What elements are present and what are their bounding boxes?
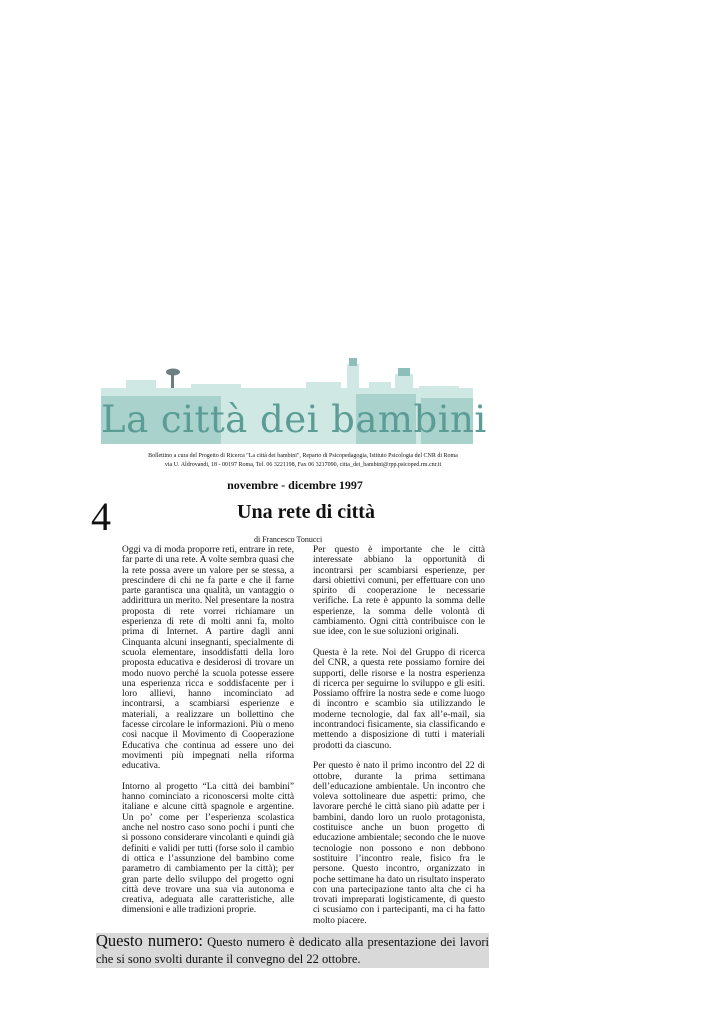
summary-text: Questo numero è dedicato alla presentazione dei lavori che si sono svolti durante il convegno del 22 ottobre. [96, 935, 490, 966]
article-column-left [122, 545, 294, 926]
masthead-title: La città dei bambini [101, 398, 487, 441]
credits-line: Bollettino a cura del Progetto di Ricerca "La città dei bambini", Reparto di Psicopedagogia, Istituto Psicologia del CNR di Roma [148, 453, 458, 459]
article-byline: di Francesco Tonucci [254, 535, 323, 544]
issue-summary-box [96, 933, 489, 968]
publisher-credits [128, 452, 478, 469]
issue-date: novembre - dicembre 1997 [227, 478, 363, 492]
article-title: Una rete di città [237, 501, 375, 523]
article-column-right [313, 545, 485, 936]
issue-number: 4 [91, 494, 111, 539]
article-paragraph: Per questo è nato il primo incontro del 22 di ottobre, durante la prima settimana dell’educazione ambientale. Un incontro che voleva sottolineare due aspetti: primo, che lavorare perché le città siano più adatte per i bambini, dando loro un ruolo protagonista, costituisce anche un buon progetto di educazione ambientale; secondo che le nuove tecnologie non possono e non debbono sostituire l’incontro reale, fisico fra le persone. Questo incontro, organizzato in poche settimane ha dato un risultato insperato con una partecipazione tanto alta che ci ha trovati impreparati logisticamente, di questo ci scusiamo con i partecipanti, ma ci ha fatto molto piacere. [313, 761, 485, 926]
summary-label: Questo numero: [96, 931, 203, 950]
credits-address-line: via U. Aldrovandi, 18 - 00197 Roma, Tel. 06 3221198, Fax 06 3217090, citta_dei_bambini@rpp.psicoped.rm.cnr.it [164, 461, 442, 468]
article-paragraph: Questa è la rete. Noi del Gruppo di ricerca del CNR, a questa rete possiamo fornire dei supporti, delle risorse e la nostra esperienza di ricerca per seguirne lo sviluppo e gli esiti. Possiamo offrire la nostra sede e come luogo di incontro e scambio sia utilizzando le moderne tecnologie, dal fax all’e-mail, sia incontrandoci fisicamente, sia classificando e mettendo a disposizione di tutti i materiali prodotti da ciascuno. [313, 647, 485, 751]
article-paragraph: Intorno al progetto “La città dei bambini” hanno cominciato a riconoscersi molte città italiane e alcune città spagnole e argentine. Un po’ come per l’esperienza scolastica anche nel nostro caso sono pochi i punti che si possono considerare vincolanti e quindi già definiti e validi per tutti (forse solo il cambio di ottica e l’assunzione del bambino come parametro di cambiamento per la città); per gran parte dello sviluppo del progetto ogni città deve trovare una sua via autonoma e creativa, adeguata alle caratteristiche, alle dimensioni e alle tradizioni proprie. [122, 781, 294, 916]
article-paragraph: Oggi va di moda proporre reti, entrare in rete, far parte di una rete. A volte sembra quasi che la rete possa avere un valore per se stessa, a prescindere di chi ne fa parte e che il farne parte garantisca una qualità, un vantaggio o addirittura un merito. Nel presentare la nostra proposta di rete vorrei richiamare un esperienza di rete di molti anni fa, molto prima di Internet. A partire dagli anni Cinquanta alcuni insegnanti, specialmente di scuola elementare, insoddisfatti della loro proposta educativa e desiderosi di trovare un modo nuovo perché la scuola potesse essere una esperienza ricca e soddisfacente per i loro allievi, hanno incominciato ad incontrarsi, a scambiarsi esperienze e materiali, a realizzare un bollettino che facesse circolare le informazioni. Più o meno così nacque il Movimento di Cooperazione Educativa che continua ad essere uno dei movimenti più impegnati nella riforma educativa. [122, 545, 294, 772]
masthead-banner [101, 358, 487, 444]
article-paragraph: Per questo è importante che le città interessate abbiano la opportunità di incontrarsi per scambiarsi esperienze, per darsi obiettivi comuni, per effettuare con uno spirito di cooperazione le necessarie verifiche. La rete è appunto la somma delle esperienze, la somma delle volontà di cambiamento. Ogni città contribuisce con le sue idee, con le sue soluzioni originali. [313, 545, 485, 638]
